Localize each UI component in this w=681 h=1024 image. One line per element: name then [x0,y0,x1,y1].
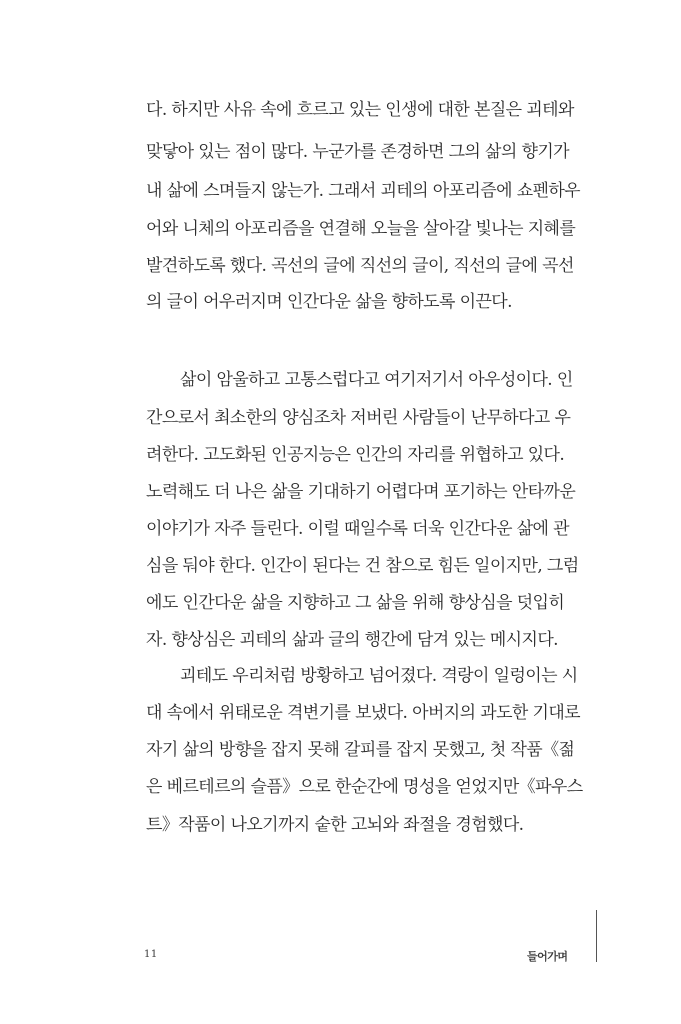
paragraph-line: 노력해도 더 나은 삶을 기대하기 어렵다며 포기하는 안타까운 [146,482,576,502]
paragraph-line: 심을 둬야 한다. 인간이 된다는 건 참으로 힘든 일이지만, 그럼 [146,556,579,576]
paragraph-line: 려한다. 고도화된 인공지능은 인간의 자리를 위협하고 있다. [146,445,565,465]
paragraph-line: 다. 하지만 사유 속에 흐르고 있는 인생에 대한 본질은 괴테와 [146,100,574,120]
paragraph-line: 트》작품이 나오기까지 숱한 고뇌와 좌절을 경험했다. [146,815,524,835]
footer-divider [596,910,597,962]
page-number: 11 [144,949,158,960]
paragraph-line: 삶이 암울하고 고통스럽다고 여기저기서 아우성이다. 인 [180,370,573,390]
running-head: 들어가며 [527,950,568,963]
paragraph-line: 어와 니체의 아포리즘을 연결해 오늘을 살아갈 빛나는 지혜를 [146,219,576,239]
paragraph-line: 맞닿아 있는 점이 많다. 누군가를 존경하면 그의 삶의 향기가 [146,142,569,162]
paragraph-line: 은 베르테르의 슬픔》으로 한순간에 명성을 얻었지만《파우스 [146,777,583,797]
paragraph-line: 에도 인간다운 삶을 지향하고 그 삶을 위해 향상심을 덧입히 [146,593,565,613]
paragraph-line: 발견하도록 했다. 곡선의 글에 직선의 글이, 직선의 글에 곡선 [146,256,574,276]
paragraph-line: 의 글이 어우러지며 인간다운 삶을 향하도록 이끈다. [146,292,512,312]
paragraph-line: 자. 향상심은 괴테의 삶과 글의 행간에 담겨 있는 메시지다. [146,630,558,650]
paragraph-line: 괴테도 우리처럼 방황하고 넘어졌다. 격랑이 일렁이는 시 [180,666,578,686]
paragraph-line: 내 삶에 스며들지 않는가. 그래서 괴테의 아포리즘에 쇼펜하우 [146,181,580,201]
paragraph-line: 간으로서 최소한의 양심조차 저버린 사람들이 난무하다고 우 [146,408,571,428]
paragraph-line: 대 속에서 위태로운 격변기를 보냈다. 아버지의 과도한 기대로 [146,703,580,723]
paragraph-line: 자기 삶의 방향을 잡지 못해 갈피를 잡지 못했고, 첫 작품《젊 [146,740,575,760]
paragraph-line: 이야기가 자주 들린다. 이럴 때일수록 더욱 인간다운 삶에 관 [146,519,569,539]
